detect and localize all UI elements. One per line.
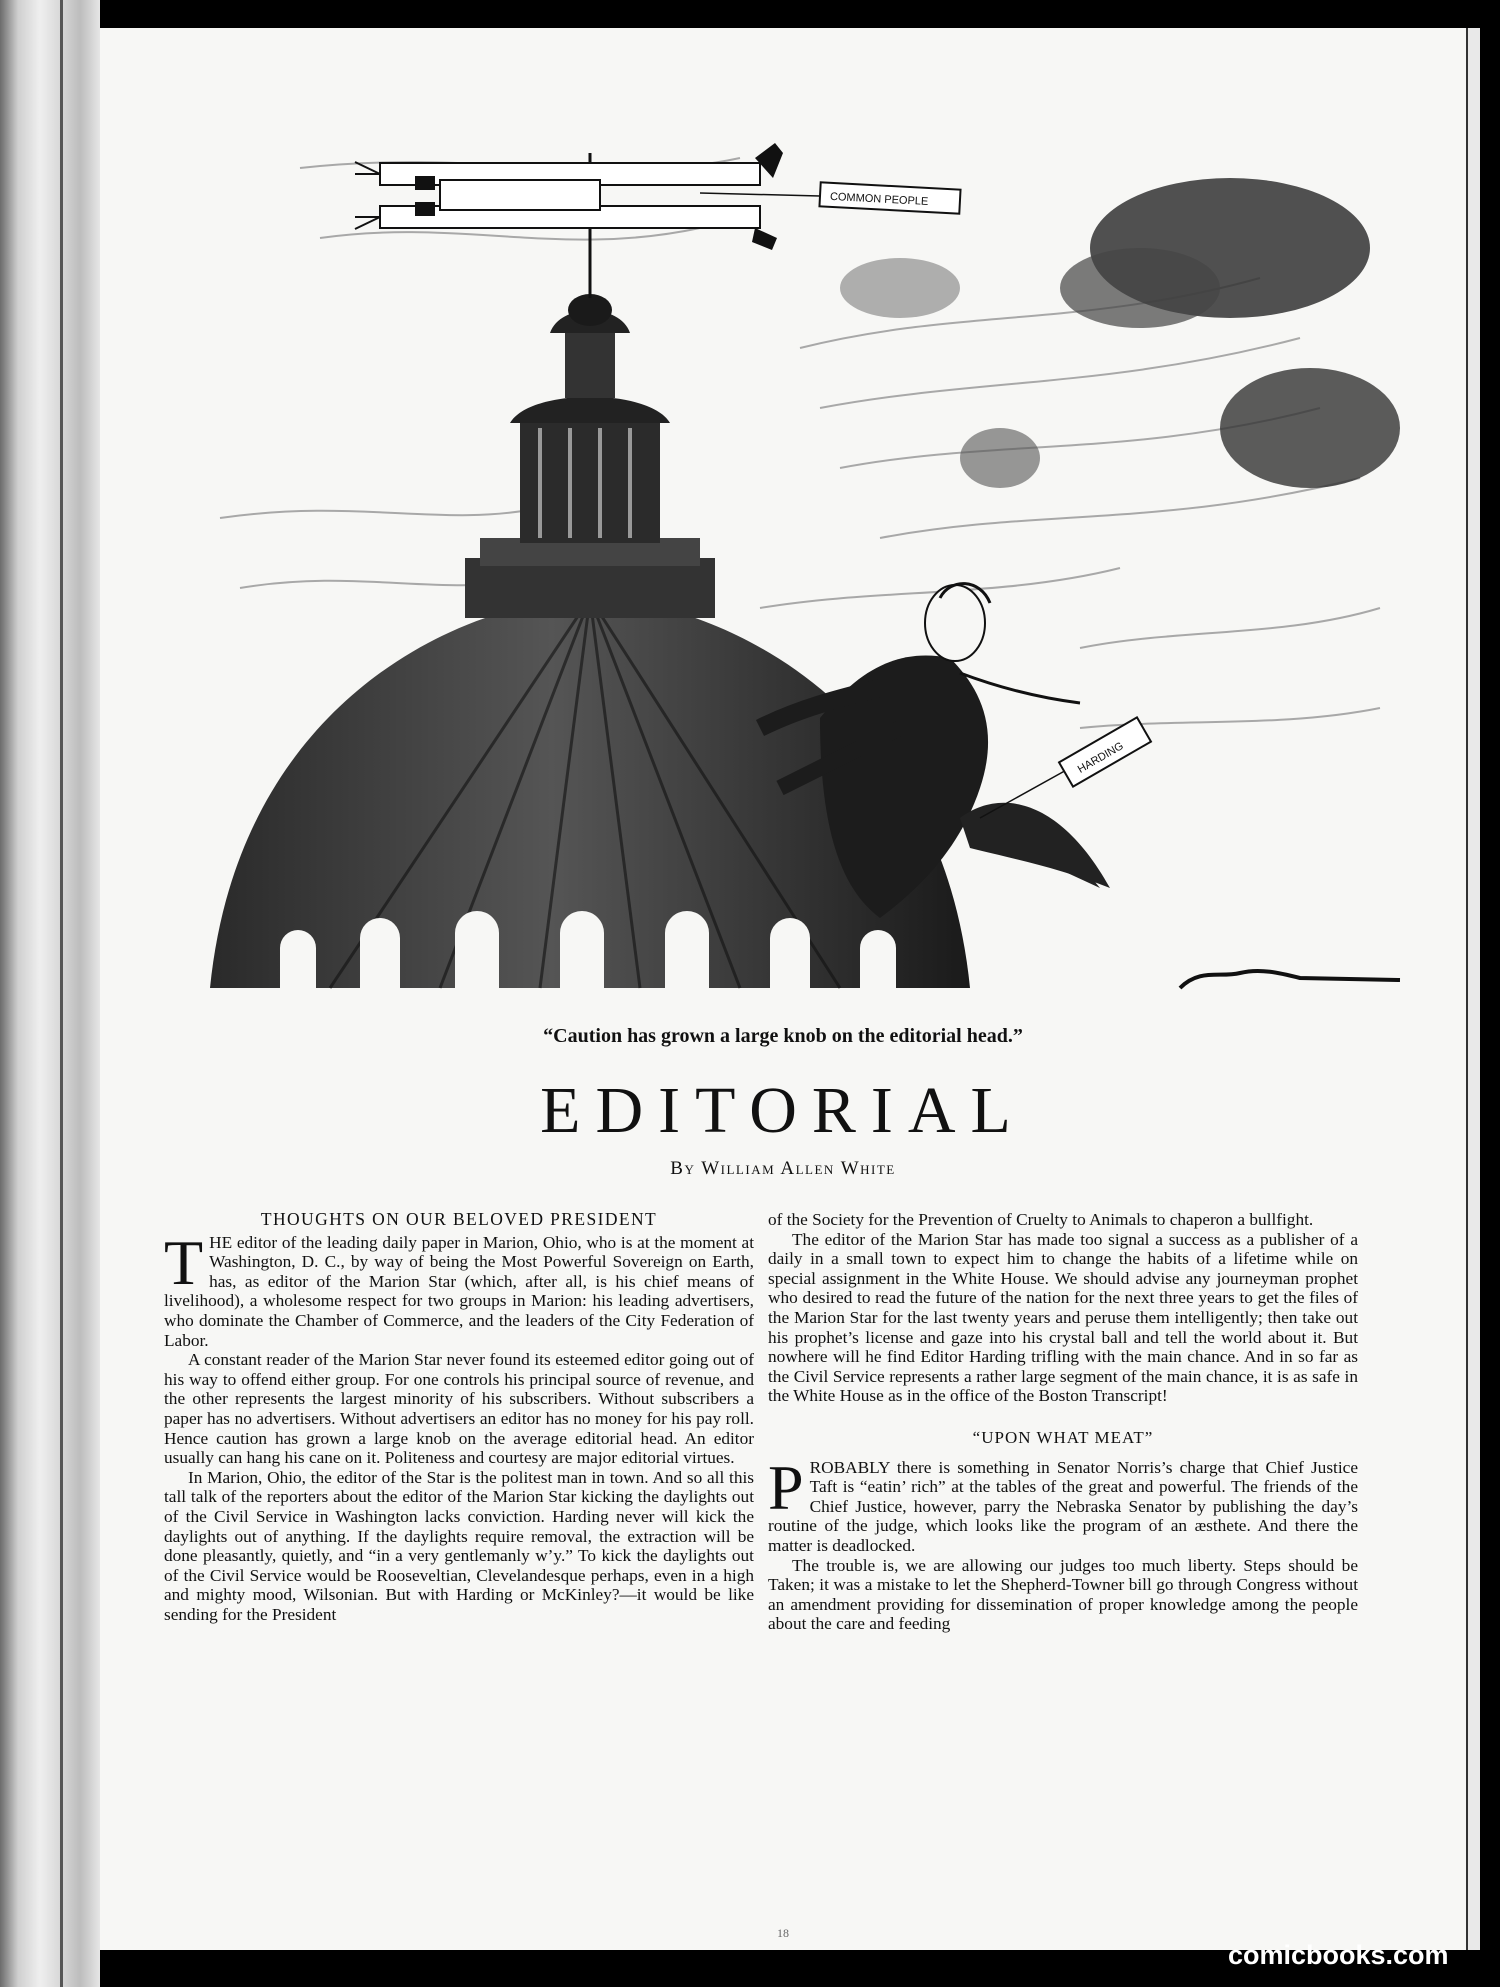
column-right (768, 1210, 1358, 1634)
adjacent-page-edge (1466, 28, 1480, 1950)
paragraph: A constant reader of the Marion Star never found its esteemed editor going out of his way to offend either group. For one controls his principal source of revenue, and the other represents the largest minority of his subscribers. Without subscribers a paper has no advertisers. Without advertisers an editor has no money for his pay roll. Hence caution has grown a large knob on the average editorial head. An editor usually can hang his cane on it. Politeness and courtesy are major editorial virtues. (164, 1350, 754, 1468)
paragraph (164, 1226, 754, 1351)
book-spine (0, 0, 100, 1987)
section-heading: “UPON WHAT MEAT” (972, 1427, 1154, 1447)
cartoon-caption: “Caution has grown a large knob on the editorial head.” (543, 1025, 1023, 1047)
cartoon-illustration (180, 128, 1420, 1018)
magazine-page (100, 28, 1466, 1950)
harding-banner (980, 717, 1151, 818)
drop-cap: P (768, 1451, 804, 1523)
page-title: EDITORIAL (540, 1074, 1026, 1147)
knob (568, 294, 612, 326)
watermark: comicbooks.com (1228, 1940, 1449, 1970)
byline: By William Allen White (670, 1158, 896, 1179)
harding-label: HARDING (1075, 740, 1126, 776)
drop-cap: T (164, 1226, 204, 1298)
common-people-label: COMMON PEOPLE (829, 190, 929, 208)
paragraph: The trouble is, we are allowing our judges too much liberty. Steps should be Taken; it was a mistake to let the Shepherd-Towner bill go through Congress without an amendment providing for dissemination of proper knowledge among the people about the care and feeding (768, 1555, 1358, 1634)
column-left (164, 1210, 754, 1624)
paragraph-text: ROBABLY there is something in Senator Norris’s charge that Chief Justice Taft is “eatin’ rich” at the tables of the great and powerful. The friends of the Chief Justice, however, parry the Nebraska Senator by publishing the day’s routine of the judge, which looks like the program of an æsthete. And there the matter is deadlocked. (768, 1457, 1358, 1555)
paragraph-text: HE editor of the leading daily paper in Marion, Ohio, who is at the moment at Washington, D. C., by way of being the Most Powerful Sovereign on Earth, has, as editor of the Marion Star (which, after all, is his chief means of livelihood), a wholesome respect for two groups in Marion: his leading advertisers, who dominate the Chamber of Commerce, and the leaders of the City Federation of Labor. (164, 1232, 754, 1350)
paragraph: The editor of the Marion Star has made too signal a success as a publisher of a daily in a small town to expect him to change the habits of a lifetime while on special assignment in the White House. We should advise any journeyman prophet who desired to read the future of the nation for the next three years to get the files of the Marion Star for the last twenty years and peruse them intelligently; then take out his prophet’s license and gaze into his crystal ball and tell the world about it. But nowhere will he find Editor Harding trifling with the main chance. And in so far as the Civil Service represents a rather large segment of the main chance, it is as safe in the White House as in the office of the Boston Transcript! (768, 1229, 1358, 1406)
paragraph: of the Society for the Prevention of Cruelty to Animals to chaperon a bullfight. (768, 1210, 1314, 1229)
weathervane-figure (355, 143, 783, 298)
section-heading: THOUGHTS ON OUR BELOVED PRESIDENT (260, 1209, 658, 1229)
page-number: 18 (777, 1926, 789, 1940)
paragraph: In Marion, Ohio, the editor of the Star is the politest man in town. And so all this tall talk of the reporters about the editor of the Marion Star kicking the daylights out of the Civil Service in Washington lacks conviction. Harding never will kick the daylights out of anything. If the daylights require removal, the extraction will be done pleasantly, quietly, and “in a very gentlemanly w’y.” To kick the daylights out of the Civil Service would be Rooseveltian, Clevelandesque perhaps, even in a high and mighty mood, Wilsonian. But with Harding or McKinley?—it would be like sending for the President (164, 1467, 754, 1624)
artist-signature (1180, 971, 1400, 988)
dome-drum (465, 558, 715, 618)
paragraph (768, 1451, 1358, 1556)
